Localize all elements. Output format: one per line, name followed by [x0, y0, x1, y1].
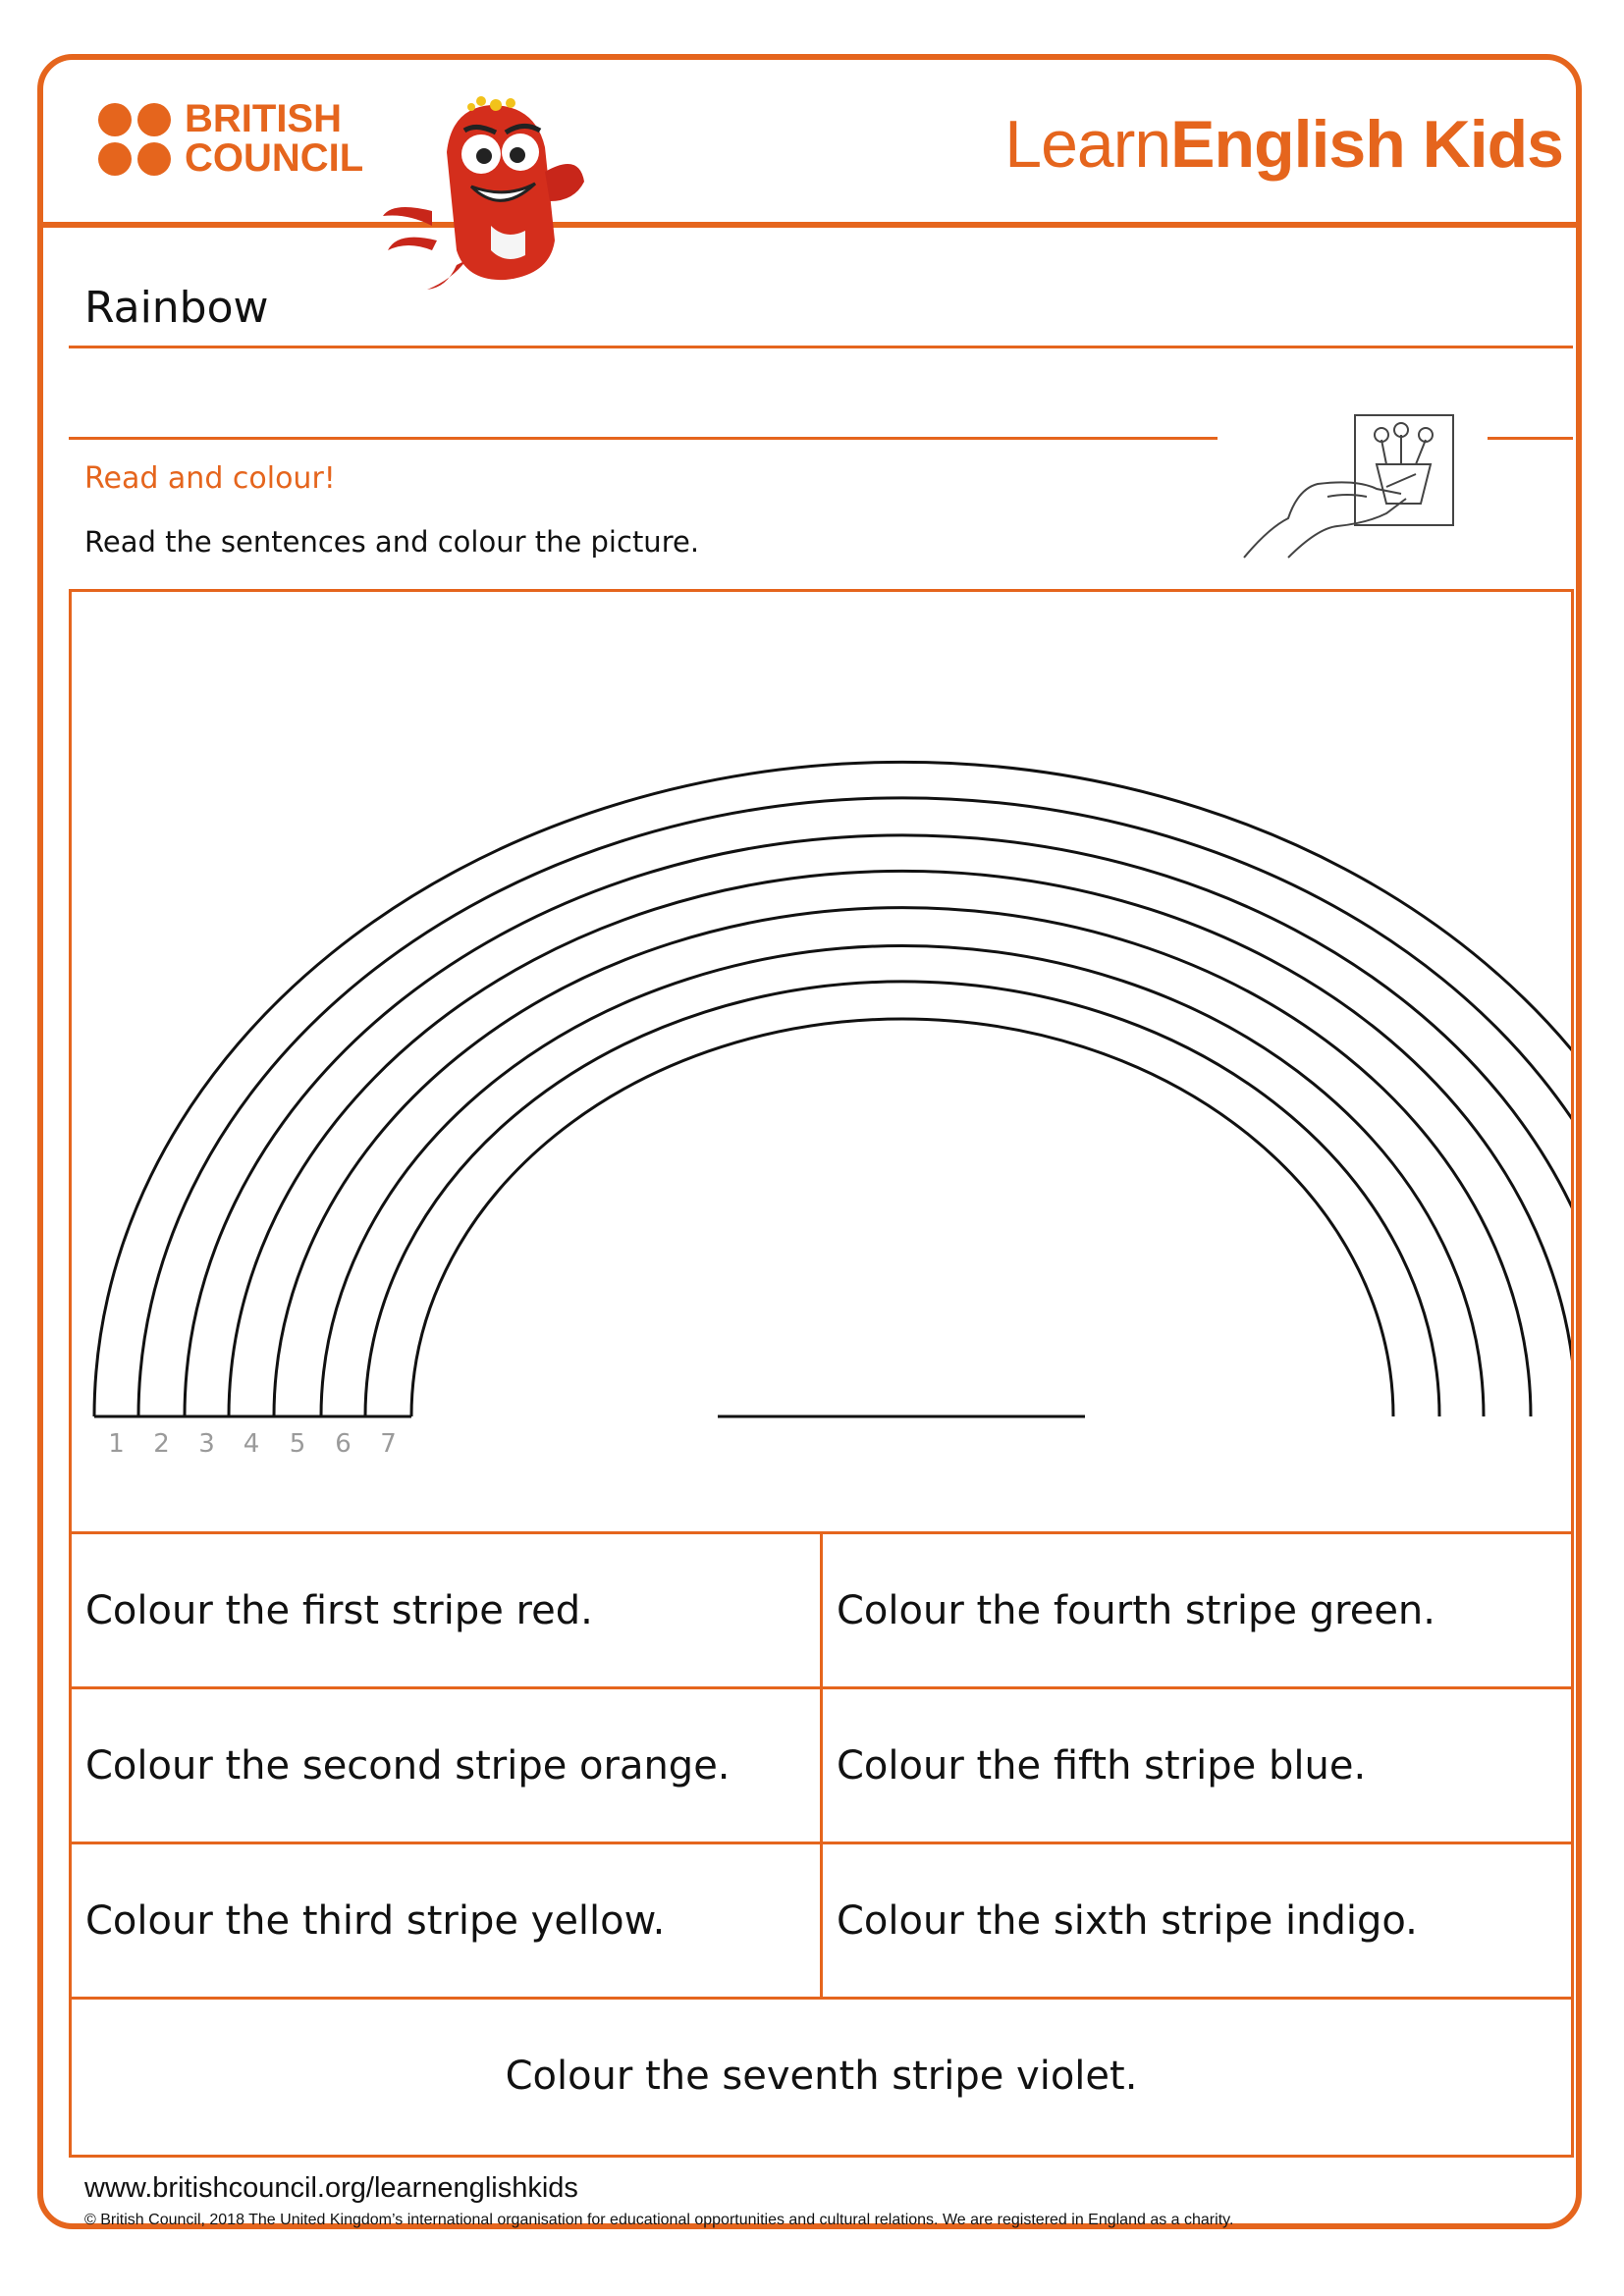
stripe-number: 7: [380, 1429, 397, 1459]
logo-learn: Learn: [1004, 107, 1171, 182]
sentence-third: Colour the third stripe yellow.: [85, 1897, 666, 1944]
stripe-number: 3: [198, 1429, 215, 1459]
learnenglish-kids-logo: [1004, 106, 1563, 183]
section-divider-right: [1488, 437, 1573, 440]
footer-url[interactable]: www.britishcouncil.org/learnenglishkids: [84, 2172, 578, 2204]
activity-box: [69, 589, 1574, 2158]
logo-kids: Kids: [1404, 107, 1563, 182]
sentence-seventh: Colour the seventh stripe violet.: [505, 2053, 1138, 2099]
table-row: [72, 1531, 1571, 1686]
rainbow-arc: [138, 798, 1571, 1416]
section-divider-left: [69, 437, 1218, 440]
stripe-number: 1: [108, 1429, 125, 1459]
page-title: Rainbow: [84, 283, 269, 333]
sentence-second: Colour the second stripe orange.: [85, 1742, 731, 1789]
sentence-fourth: Colour the fourth stripe green.: [820, 1534, 1571, 1686]
rainbow-arc: [411, 1019, 1393, 1416]
table-row: [72, 1842, 1571, 1997]
rainbow-arc: [321, 945, 1484, 1416]
table-row: [72, 1997, 1571, 2152]
header-divider: [40, 222, 1579, 228]
hand-colouring-icon: [1239, 410, 1465, 567]
stripe-number: 5: [289, 1429, 306, 1459]
rainbow-outline: [72, 592, 1571, 1534]
footer-copyright: © British Council, 2018 The United Kingdom’s international organisation for educational opportunities and cultural relations. We are registered in England as a charity.: [84, 2212, 1234, 2228]
sentence-fifth: Colour the fifth stripe blue.: [820, 1689, 1571, 1842]
instruction-text: Read the sentences and colour the picture.: [84, 525, 700, 559]
section-heading: Read and colour!: [84, 461, 336, 496]
table-row: [72, 1686, 1571, 1842]
british-council-dots-icon: [98, 103, 173, 178]
stripe-number: 6: [335, 1429, 352, 1459]
monster-mascot-icon: [378, 93, 604, 290]
british-council-line1: BRITISH: [185, 97, 342, 140]
stripe-number: 2: [153, 1429, 170, 1459]
sentence-table: [72, 1531, 1571, 2152]
sentence-sixth: Colour the sixth stripe indigo.: [820, 1844, 1571, 1997]
logo-english: English: [1170, 107, 1405, 182]
stripe-number: 4: [243, 1429, 260, 1459]
rainbow-arc: [274, 908, 1531, 1416]
sentence-first: Colour the first stripe red.: [85, 1587, 593, 1633]
british-council-line2: COUNCIL: [185, 136, 364, 180]
title-underline: [69, 346, 1573, 348]
rainbow-arc: [365, 982, 1439, 1416]
rainbow-arc: [94, 762, 1571, 1416]
